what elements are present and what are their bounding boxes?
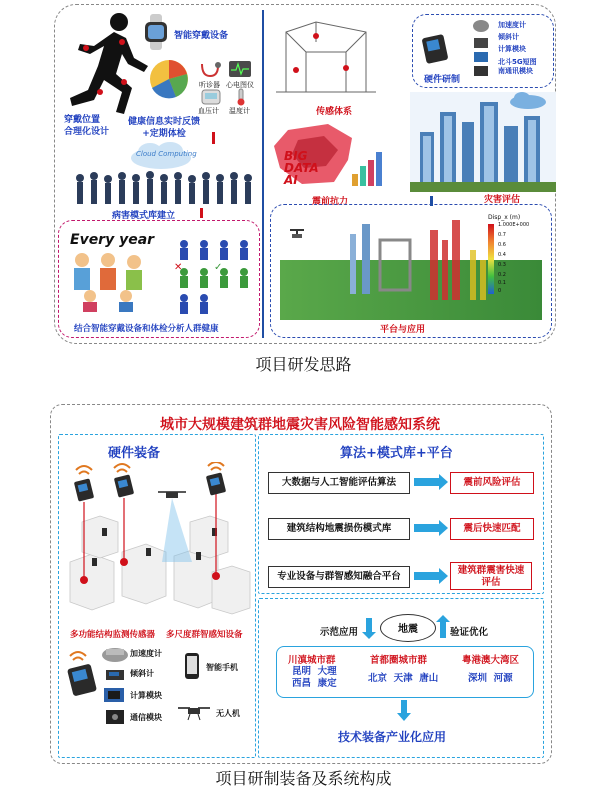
- cloud-label: Cloud Computing: [136, 150, 197, 158]
- smartphone-label: 智能手机: [206, 663, 238, 672]
- demo-app-label: 示范应用: [320, 627, 359, 638]
- sensing-system-label: 传感体系: [316, 107, 353, 117]
- plot-title: Disp_x (m): [488, 214, 521, 221]
- region-0-cities: 昆明 大理 西昌 康定: [292, 666, 337, 689]
- wear-position-label: 穿戴位置 合理化设计: [64, 115, 110, 137]
- algo-row-1-arrow: [414, 478, 440, 486]
- comm-module-icon: [104, 708, 126, 726]
- health-wheel-icon: [146, 58, 192, 100]
- plot-tick-7: 0: [498, 288, 502, 294]
- arrow-down-industrial: [401, 700, 407, 714]
- region-1-cities: 北京 天津 唐山: [368, 673, 439, 684]
- plot-colorbar: [488, 224, 494, 294]
- combine-label: 结合智能穿戴设备和体检分析人群健康: [74, 324, 219, 334]
- hw-item-comm: 北斗5G短图 南通讯模块: [498, 58, 537, 75]
- multiscale-label: 多尺度群智感知设备: [166, 630, 243, 640]
- stethoscope-icon: [198, 60, 222, 80]
- ecg-icon: [228, 58, 252, 80]
- figure2-caption: 项目研制装备及系统构成: [215, 769, 392, 788]
- compute-module-icon: [102, 686, 126, 704]
- blood-pressure-label: 血压计: [198, 107, 219, 115]
- sensor-label: 多功能结构监测传感器: [70, 630, 156, 640]
- runner-figure: [64, 10, 154, 120]
- plot-tick-4: 0.3: [498, 262, 506, 268]
- thermometer-label: 温度计: [229, 107, 250, 115]
- every-year-label: Every year: [70, 232, 155, 248]
- hw-item-inclinometer: 倾斜计: [498, 33, 519, 41]
- region-2-cities: 深圳 河源: [468, 673, 513, 684]
- plot-tick-2: 0.6: [498, 242, 506, 248]
- family-people-group: [68, 250, 154, 312]
- region-2-name: 粤港澳大湾区: [462, 655, 520, 666]
- health-feedback-label: 健康信息实时反馈 +定期体检: [128, 117, 201, 139]
- accelerometer-icon: [100, 646, 130, 664]
- algo-row-3-left: 专业设备与群智感知融合平台: [268, 566, 410, 588]
- plot-tick-0: 1.000E+000: [498, 222, 530, 228]
- stethoscope-label: 听诊器: [199, 81, 220, 89]
- hw-item-accelerometer: 加速度计: [498, 21, 526, 29]
- figure1-divider: [262, 10, 264, 338]
- algo-row-1-right: 震前风险评估: [450, 472, 534, 494]
- inclinometer-icon: [104, 666, 126, 682]
- smartphone-icon: [184, 652, 200, 680]
- big-data-ai-label: BIG DATA AI: [284, 149, 319, 187]
- arrow-up-validation: [440, 622, 446, 638]
- hardware-title: 硬件装备: [108, 446, 161, 461]
- arrow-down-industrial-head: [397, 713, 411, 721]
- region-1-name: 首都圈城市群: [370, 655, 428, 666]
- device-inclinometer: 倾斜计: [130, 669, 154, 678]
- svg-text:✕: ✕: [174, 262, 183, 273]
- plot-tick-6: 0.1: [498, 280, 506, 286]
- algo-row-2-right: 震后快速匹配: [450, 518, 534, 540]
- region-0-name: 川滇城市群: [288, 655, 336, 666]
- plot-tick-3: 0.4: [498, 252, 506, 258]
- industrial-label: 技术装备产业化应用: [338, 730, 447, 744]
- prequake-label: 震前抗力: [312, 197, 349, 207]
- sensor-device-icon: [418, 28, 454, 68]
- validation-label: 验证优化: [450, 627, 489, 638]
- plot-tick-1: 0.7: [498, 232, 506, 238]
- ecg-label: 心电图仪: [226, 81, 254, 89]
- device-accelerometer: 加速度计: [130, 649, 162, 658]
- wearable-devices-label: 智能穿戴设备: [174, 31, 229, 41]
- system-title: 城市大规模建筑群地震灾害风险智能感知系统: [160, 417, 440, 433]
- device-compute: 计算模块: [130, 691, 162, 700]
- algo-row-3-arrow: [414, 572, 440, 580]
- cloud-icon: [508, 90, 548, 110]
- disease-db-label: 病害模式库建立: [112, 211, 176, 221]
- arrow-down-3: [430, 196, 433, 206]
- hw-item-compute: 计算模块: [498, 45, 526, 53]
- crowd-silhouettes: [72, 170, 258, 206]
- figure1-caption: 项目研发思路: [255, 355, 352, 374]
- arrow-down-2: [200, 208, 203, 218]
- bar-growth-icon: [350, 148, 390, 186]
- disaster-eval-label: 灾害评估: [484, 195, 521, 205]
- cctv-building-sketch: [276, 12, 376, 96]
- arrow-down-demo-head: [362, 632, 376, 639]
- plot-tick-5: 0.2: [498, 272, 506, 278]
- drone-icon: [176, 702, 212, 722]
- algo-row-2-left: 建筑结构地震损伤模式库: [268, 518, 410, 540]
- algo-row-2-arrow: [414, 524, 440, 532]
- algorithm-title: 算法+模式库+平台: [340, 446, 453, 461]
- city-monitoring-scene: [62, 462, 252, 622]
- arrow-down-1: [212, 132, 215, 144]
- platform-label: 平台与应用: [380, 325, 426, 335]
- arrow-up-validation-head: [436, 615, 450, 622]
- algo-row-3-right: 建筑群震害快速 评估: [450, 562, 532, 590]
- chip-icon: [470, 18, 492, 78]
- smartwatch-icon: [142, 14, 170, 50]
- earthquake-label: 地震: [398, 624, 418, 635]
- blood-pressure-icon: [200, 88, 222, 106]
- thermometer-icon: [232, 88, 250, 106]
- hardware-dev-label: 硬件研制: [424, 75, 461, 85]
- drone-label: 无人机: [216, 709, 240, 718]
- health-status-group: [170, 236, 256, 314]
- device-comm: 通信模块: [130, 713, 162, 722]
- algo-row-1-left: 大数据与人工智能评估算法: [268, 472, 410, 494]
- svg-text:✓: ✓: [214, 262, 223, 273]
